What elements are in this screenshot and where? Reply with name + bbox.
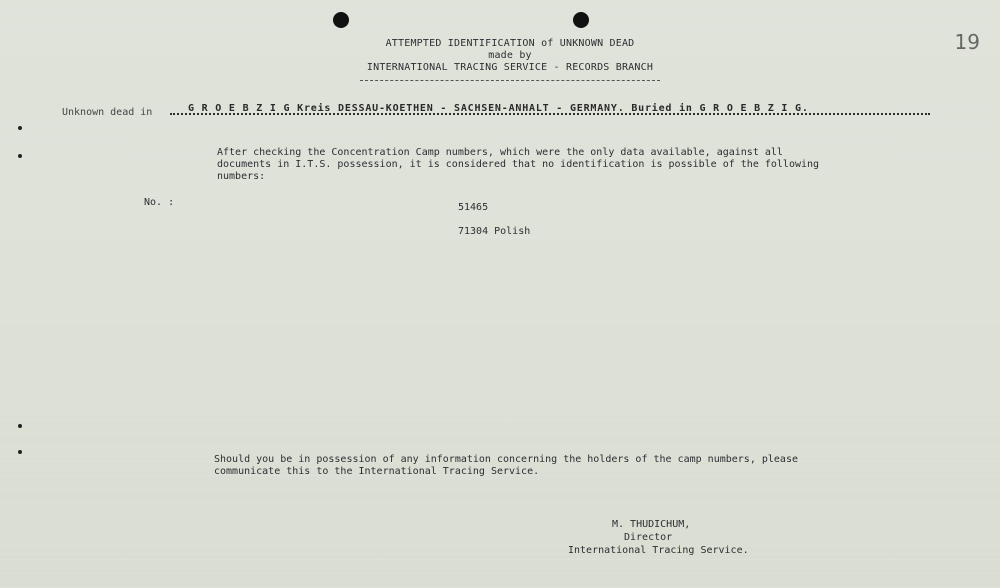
margin-mark (18, 424, 22, 428)
signature-block (568, 518, 788, 557)
signature-title: Director (624, 532, 673, 543)
punch-hole-right (573, 12, 589, 28)
page-number: 19 (954, 30, 980, 54)
margin-mark (18, 154, 22, 158)
camp-number: 51465 (458, 202, 489, 213)
header-title: ATTEMPTED IDENTIFICATION of UNKNOWN DEAD (385, 38, 635, 49)
unknown-dead-label: Unknown dead in (62, 107, 153, 118)
checking-paragraph: After checking the Concentration Camp numbers, which were the only data available, against all documents in I.T.S. possession, it is considered that no identification is possible of the following numbers: (217, 147, 820, 182)
contact-paragraph: Should you be in possession of any information concerning the holders of the camp numbers, please communicate this to the International Tracing Service. (214, 454, 798, 477)
header-subtitle: made by (488, 50, 532, 61)
unknown-dead-location: G R O E B Z I G Kreis DESSAU-KOETHEN - SACHSEN-ANHALT - GERMANY. Buried in G R O E B Z I G. (188, 103, 809, 114)
numbers-label: No. : (144, 197, 175, 208)
header-organization: INTERNATIONAL TRACING SERVICE - RECORDS BRANCH (366, 62, 654, 73)
header-rule (360, 80, 660, 81)
document-header (330, 38, 690, 81)
signature-name: M. THUDICHUM, (612, 519, 691, 530)
punch-hole-left (333, 12, 349, 28)
margin-mark (18, 450, 22, 454)
margin-mark (18, 126, 22, 130)
signature-organization: International Tracing Service. (568, 545, 749, 556)
camp-number: 71304 Polish (458, 226, 531, 237)
